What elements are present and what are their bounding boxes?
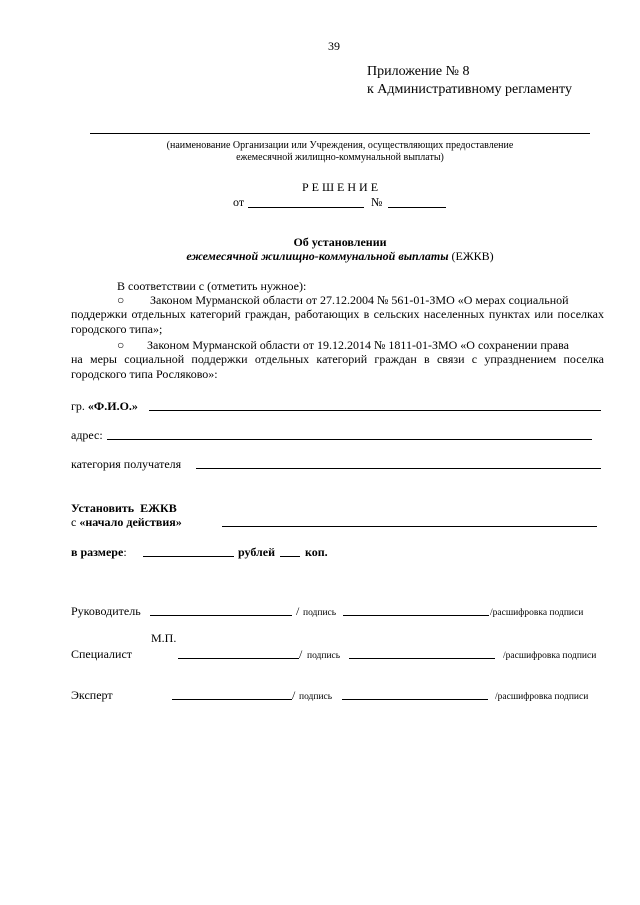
expert-decoding-slash: /: [495, 692, 498, 702]
basis-intro: В соответствии с (отметить нужное):: [117, 279, 307, 293]
citizen-name-placeholder: «Ф.И.О.»: [87, 399, 138, 413]
citizen-label: [71, 399, 138, 413]
basis-option-1-rest: поддержки отдельных категорий граждан, работающих в сельских населенных пунктах или поселках городского типа»;: [71, 307, 604, 336]
basis-option-1-marker: ○: [117, 293, 125, 307]
start-date-line: [222, 526, 597, 527]
head-signature-line: [150, 615, 292, 616]
subject-line2-suffix: (ЕЖКВ): [448, 249, 494, 263]
category-label: категория получателя: [71, 457, 182, 471]
page-number: 39: [328, 39, 340, 53]
start-prefix: с: [71, 515, 80, 529]
head-decoding-line: [343, 615, 489, 616]
expert-decoding-text: расшифровка подписи: [497, 692, 589, 702]
expert-decoding-caption: [495, 692, 588, 703]
citizen-prefix: гр.: [71, 399, 85, 413]
basis-option-1-first-line: Законом Мурманской области от 27.12.2004 № 561-01-ЗМО «О мерах социальной: [150, 293, 569, 307]
specialist-decoding-caption: [503, 651, 596, 662]
seal-label: М.П.: [151, 631, 177, 645]
decision-number-label: №: [371, 195, 383, 209]
address-label: адрес:: [71, 428, 103, 442]
basis-option-2-rest: на меры социальной поддержки отдельных категорий граждан в связи с упразднением поселка городского типа Росляково»:: [71, 352, 604, 381]
amount-rub-line: [143, 556, 234, 557]
expert-slash: /: [292, 688, 296, 702]
subject-line2: [150, 249, 530, 263]
organization-name-line: [90, 133, 590, 134]
specialist-decoding-slash: /: [503, 651, 506, 661]
expert-signature-line: [172, 699, 292, 700]
head-decoding-caption: [490, 608, 583, 619]
amount-kop-label: коп.: [305, 545, 328, 559]
expert-label: Эксперт: [71, 688, 113, 702]
specialist-label: Специалист: [71, 647, 133, 661]
specialist-decoding-line: [349, 658, 495, 659]
decision-date-label: от: [233, 195, 245, 209]
basis-option-2-first-line: Законом Мурманской области от 19.12.2014 № 1811-01-ЗМО «О сохранении права: [147, 338, 569, 352]
head-slash: /: [296, 604, 300, 618]
appendix-subtitle: к Административному регламенту: [367, 82, 572, 97]
expert-signature-caption: подпись: [299, 692, 333, 702]
head-signature-caption: подпись: [303, 608, 337, 618]
subject-line1: Об установлении: [293, 235, 387, 249]
amount-label-text: в размере: [71, 545, 124, 559]
specialist-signature-line: [178, 658, 299, 659]
subject-line2-bold: ежемесячной жилищно-коммунальной выплаты: [186, 249, 449, 263]
decision-date-line: [248, 207, 364, 208]
head-decoding-text: расшифровка подписи: [492, 608, 584, 618]
head-label: Руководитель: [71, 604, 141, 618]
basis-option-2-marker: ○: [117, 338, 125, 352]
category-line: [196, 468, 601, 469]
citizen-name-line: [149, 410, 601, 411]
specialist-decoding-text: расшифровка подписи: [505, 651, 597, 661]
amount-rub-label: рублей: [238, 545, 276, 559]
start-date-placeholder: «начало действия»: [79, 515, 182, 529]
specialist-signature-caption: подпись: [307, 651, 341, 661]
decision-title: Р Е Ш Е Н И Е: [301, 180, 379, 194]
head-decoding-slash: /: [490, 608, 493, 618]
amount-colon: :: [123, 545, 127, 559]
amount-kop-line: [280, 556, 300, 557]
start-date-label: [71, 515, 182, 529]
appendix-title: Приложение № 8: [367, 64, 470, 79]
establish-label: Установить ЕЖКВ: [71, 501, 177, 515]
amount-label: [71, 545, 127, 559]
decision-number-line: [388, 207, 446, 208]
address-line: [107, 439, 592, 440]
organization-caption-line2: ежемесячной жилищно-коммунальной выплаты): [236, 152, 444, 163]
organization-caption-line1: (наименование Организации или Учреждения, осуществляющих предоставление: [166, 140, 514, 151]
specialist-slash: /: [299, 647, 303, 661]
expert-decoding-line: [342, 699, 488, 700]
